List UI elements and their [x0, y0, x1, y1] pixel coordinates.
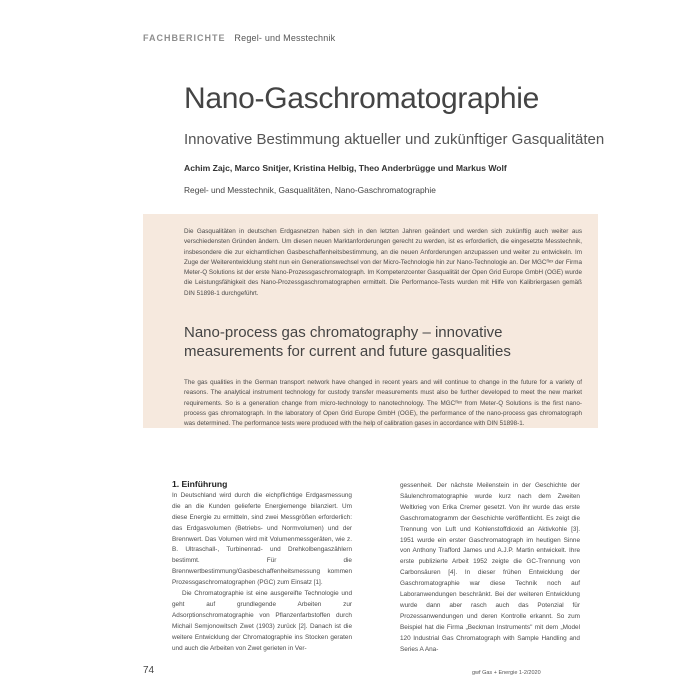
body-column-right	[400, 481, 580, 656]
section-heading: 1. Einführung	[172, 479, 228, 489]
keywords: Regel- und Messtechnik, Gasqualitäten, Nano-Gaschromatographie	[184, 185, 436, 195]
abstract-german: Die Gasqualitäten in deutschen Erdgasnetzen haben sich in den letzten Jahren geändert und werden sich zukünftig auch weiter aus verschiedensten Gründen ändern. Um diesen neuen Marktanforderungen gerecht zu werden, ist es erforderlich, die eingesetzte Messtechnik, insbesondere die zur eichamtlichen Gasbeschaffenheitsbestimmung, an die neuen Anforderungen anzupassen und weiter zu entwickeln. Im Zuge der Weiterentwicklung steht nun ein Generationswechsel von der Micro-Technologie hin zur Nano-Technologie an. Der MGCᶠˡᵉˣ der Firma Meter-Q Solutions ist der erste Nano-Prozessgaschromatograph. Im Kompetenzcenter Gasqualität der Open Grid Europe GmbH (OGE) wurde die Leistungsfähigkeit des Nano-Prozessgaschromatographen ermittelt. Die Performance-Tests wurden mit Hilfe von Kalibriergasen gemäß DIN 51898-1 durchgeführt.	[184, 228, 582, 297]
subsection-label: Regel- und Messtechnik	[234, 33, 336, 43]
body-paragraph: gessenheit. Der nächste Meilenstein in der Geschichte der Säulenchromatographie wurde kurz nach dem Zweiten Weltkrieg von Erika Cremer gesetzt. Von ihr wurde das erste Gaschromatogramm der Geschichte veröffentlicht. Es zeigt die Trennung von Luft und Kohlenstoffdioxid an Aktivkohle [3]. 1951 wurde ein erster Gaschromatograph im heutigen Sinne von Anthony Trafford James und A.J.P. Martin entwickelt. Ihre erste publizierte Arbeit 1952 zeigte die GC-Trennung von Carbonsäuren [4]. In dieser frühen Entwicklung der Gaschromatographie war diese Technik noch auf Laboranwendungen beschränkt. Bei der weiteren Entwicklung wurde dann aber rasch auch das Potenzial für Prozessanwendungen und deren Kontrolle erkannt. So zum Beispiel hat die Firma „Beckman Instruments" mit dem „Model 120 Industrial Gas Chromatograph with Sample Handling and Series A Ana-	[400, 482, 580, 653]
article-subtitle: Innovative Bestimmung aktueller und zukünftiger Gasqualitäten	[184, 131, 605, 148]
page-number: 74	[143, 665, 155, 676]
body-paragraph: Die Chromatographie ist eine ausgereifte Technologie und geht auf grundlegende Arbeiten zur Adsorptionschromatographie von Pflanzenfarbstoffen durch Michail Semjonowitsch Zwet (1903) zurück [2]. Danach ist die weitere Entwicklung der Chromatographie ins Stocken geraten und auch die Arbeiten von Zwet gerieten in Ver-	[172, 590, 352, 652]
english-title: Nano-process gas chromatography – innovative measurements for current and future gasqualities	[184, 324, 511, 360]
authors: Achim Zajc, Marco Snitjer, Kristina Helbig, Theo Anderbrügge und Markus Wolf	[184, 163, 507, 173]
abstract-english: The gas qualities in the German transport network have changed in recent years and will continue to change in the future for a variety of reasons. The analytical instrument technology for custody transfer measurements must also be further developed to meet the new market requirements. So is a generation change from micro-technology to nanotechnology. The MGCᶠˡᵉˣ from Meter-Q Solutions is the first nano-process gas chromatograph. In the laboratory of Open Grid Europe GmbH (OGE), the performance of the nano-process gas chromatograph was determined. The performance tests were produced with the help of calibration gases in accordance with DIN 51898-1.	[184, 379, 582, 428]
section-label: FACHBERICHTE	[143, 33, 226, 43]
body-paragraph: In Deutschland wird durch die eichpflichtige Erdgasmessung die an die Kunden gelieferte Energiemenge bilanziert. Um diese Energie zu ermitteln, sind zwei Messgrößen erforderlich: das Erdgasvolumen (Betriebs- und Normvolumen) und der Brennwert. Das Volumen wird mit Volumenmessgeräten, wie z. B. Ultraschall-, Turbinenrad- und Drehkolbengaszählern bestimmt. Für die Brennwertbestimmung/Gasbeschaffenheitsmessung kommen Prozessgaschromatographen (PGC) zum Einsatz [1].	[172, 491, 352, 587]
article-title: Nano-Gaschromatographie	[184, 82, 539, 115]
body-column-left	[172, 479, 352, 655]
running-header	[143, 33, 335, 43]
journal-footer: gwf Gas + Energie 1-2/2020	[472, 670, 541, 676]
